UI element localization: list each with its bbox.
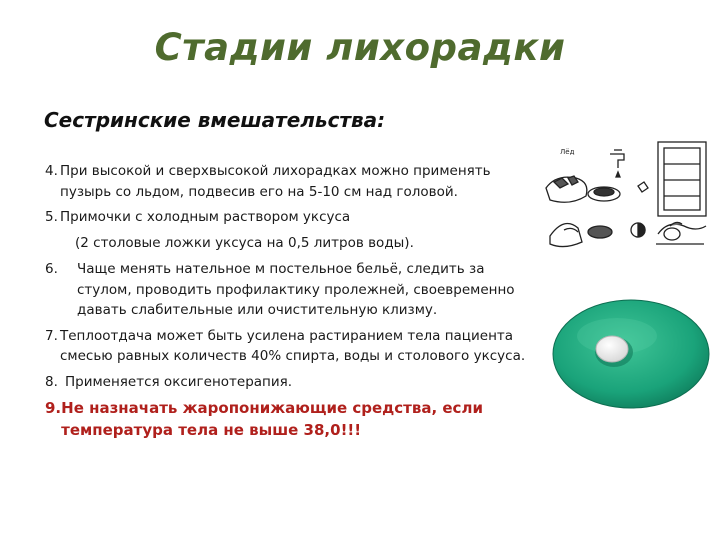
green-ice-bag-photo bbox=[551, 296, 711, 410]
list-item bbox=[45, 161, 535, 202]
list-item bbox=[45, 233, 535, 254]
ice-bag-procedure-sketch bbox=[540, 138, 710, 268]
item-text: Примочки с холодным раствором уксуса bbox=[60, 209, 351, 225]
item-number: 7. bbox=[45, 327, 58, 344]
item-number: 9. bbox=[45, 399, 62, 417]
item-text: Чаще менять нательное м постельное бельё, следить за стулом, проводить профилактику пролежней, своевременно давать слабительные или очистительную клизму. bbox=[77, 261, 515, 318]
list-item bbox=[45, 372, 535, 393]
slide-title: Стадии лихорадки bbox=[154, 26, 566, 69]
list-item bbox=[45, 259, 535, 321]
item-text: Теплоотдача может быть усилена растиранием тела пациента смесью равных количеств 40% спирта, воды и столового уксуса. bbox=[60, 327, 526, 364]
item-text: Не назначать жаропонижающие средства, если температура тела не выше 38,0!!! bbox=[61, 399, 483, 439]
item-text: Применяется оксигенотерапия. bbox=[65, 373, 293, 390]
item-number: 8. bbox=[45, 373, 58, 390]
slide-subtitle: Сестринские вмешательства: bbox=[44, 108, 386, 132]
item-number: 6. bbox=[45, 261, 58, 277]
item-text: (2 столовые ложки уксуса на 0,5 литров воды). bbox=[75, 234, 414, 251]
list-item bbox=[45, 207, 535, 228]
interventions-list bbox=[45, 161, 535, 446]
list-item-warning bbox=[45, 397, 535, 441]
svg-text:Лёд: Лёд bbox=[560, 148, 575, 156]
item-number: 4. bbox=[45, 163, 58, 179]
item-text: При высокой и сверхвысокой лихорадках можно применять пузырь со льдом, подвесив его на 5-10 см над головой. bbox=[60, 163, 491, 200]
item-number: 5. bbox=[45, 209, 58, 225]
list-item bbox=[45, 326, 535, 367]
